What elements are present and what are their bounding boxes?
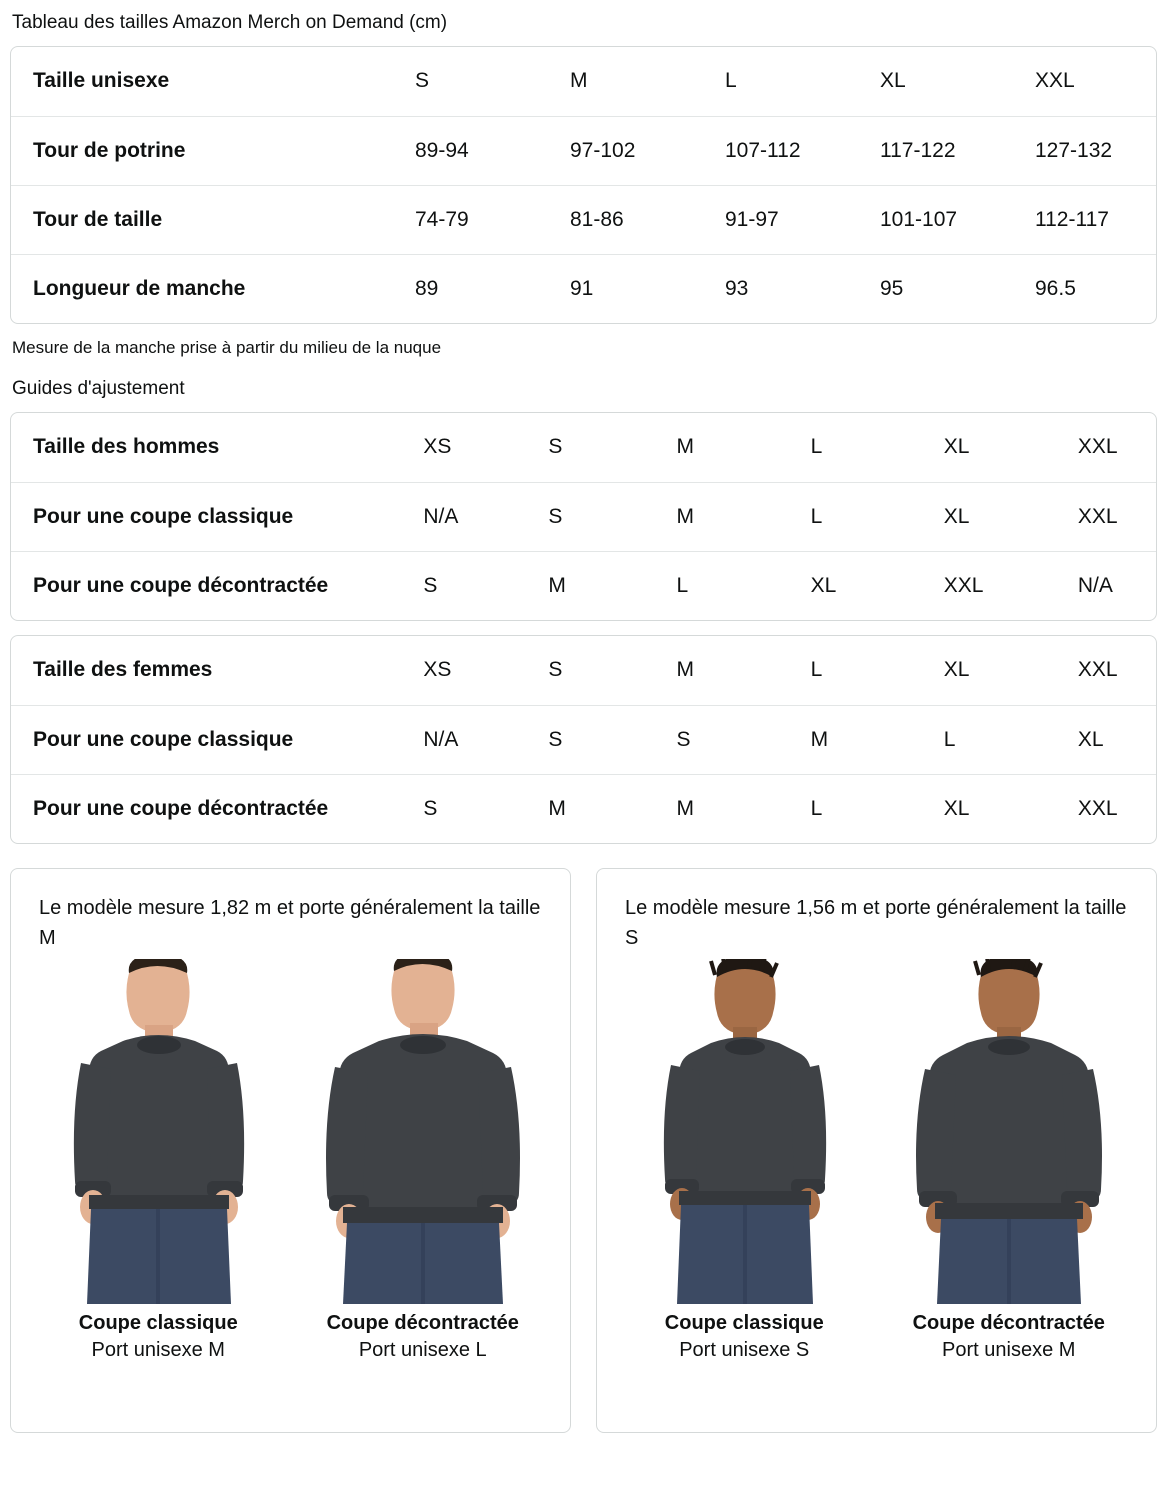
women-relaxed-4: XL <box>943 796 970 820</box>
model-caption-female: Le modèle mesure 1,56 m et porte généralement la taille S <box>625 897 1127 949</box>
men-header-xs: XS <box>401 413 526 482</box>
table-row <box>11 774 1156 843</box>
table-row <box>11 482 1156 551</box>
unisex-header-s: S <box>393 47 548 116</box>
women-row-label-relaxed: Pour une coupe décontractée <box>33 796 329 820</box>
women-relaxed-0: S <box>423 796 438 820</box>
fit-guides-label: Guides d'ajustement <box>12 378 185 399</box>
men-classic-0: N/A <box>401 482 526 551</box>
figure-male-classic <box>38 959 278 1364</box>
women-classic-1: S <box>526 705 654 774</box>
cell-chest-s: 89-94 <box>393 116 548 185</box>
table-row <box>11 636 1156 705</box>
figure-male-relaxed <box>303 959 543 1364</box>
men-relaxed-0: S <box>423 573 438 597</box>
women-header-xl: XL <box>922 636 1056 705</box>
men-header-l: L <box>789 413 922 482</box>
cell-waist-s: 74-79 <box>393 185 548 254</box>
men-relaxed-3: XL <box>810 573 837 597</box>
women-relaxed-5: XXL <box>1077 796 1118 820</box>
figure-title: Coupe décontractée <box>912 1312 1105 1334</box>
unisex-header-m: M <box>548 47 703 116</box>
cell-chest-xl: 117-122 <box>858 116 1013 185</box>
women-relaxed-2: M <box>676 796 695 820</box>
figure-title: Coupe décontractée <box>326 1312 519 1334</box>
men-header-xxl: XXL <box>1056 413 1156 482</box>
cell-waist-xl: 101-107 <box>858 185 1013 254</box>
figure-title: Coupe classique <box>664 1312 824 1334</box>
men-relaxed-1: M <box>548 573 566 597</box>
figure-female-relaxed <box>889 959 1129 1364</box>
women-header-label: Taille des femmes <box>11 636 401 705</box>
men-row-label-relaxed: Pour une coupe décontractée <box>33 573 329 597</box>
women-relaxed-3: L <box>810 796 823 820</box>
men-classic-4: XL <box>922 482 1056 551</box>
men-header-xl: XL <box>922 413 1056 482</box>
unisex-header-l: L <box>703 47 858 116</box>
women-header-xxl: XXL <box>1056 636 1156 705</box>
figure-female-classic <box>624 959 864 1364</box>
table-row <box>11 47 1157 116</box>
men-row-label-classic: Pour une coupe classique <box>11 482 401 551</box>
men-classic-3: L <box>789 482 922 551</box>
men-classic-1: S <box>526 482 654 551</box>
men-header-s: S <box>526 413 654 482</box>
women-header-xs: XS <box>401 636 526 705</box>
model-cards <box>10 868 1157 1433</box>
women-classic-0: N/A <box>401 705 526 774</box>
unisex-header-xxl: XXL <box>1013 47 1157 116</box>
cell-waist-m: 81-86 <box>548 185 703 254</box>
figure-title: Coupe classique <box>78 1312 238 1334</box>
women-header-s: S <box>526 636 654 705</box>
row-label-sleeve: Longueur de manche <box>33 276 246 300</box>
women-classic-2: S <box>655 705 789 774</box>
cell-sleeve-xl: 95 <box>880 276 904 300</box>
men-relaxed-4: XXL <box>943 573 984 597</box>
table-row <box>11 413 1156 482</box>
men-relaxed-5: N/A <box>1077 573 1113 597</box>
women-header-l: L <box>789 636 922 705</box>
table-row <box>11 185 1157 254</box>
men-header-m: M <box>655 413 789 482</box>
female-classic-fit-illustration <box>639 959 849 1304</box>
row-label-chest: Tour de potrine <box>11 116 393 185</box>
women-relaxed-1: M <box>548 796 566 820</box>
figure-subtitle: Port unisexe M <box>91 1339 225 1361</box>
figure-subtitle: Port unisexe S <box>679 1339 810 1361</box>
women-fit-table <box>10 635 1157 844</box>
women-classic-3: M <box>789 705 922 774</box>
cell-sleeve-xxl: 96.5 <box>1035 276 1076 300</box>
men-header-label: Taille des hommes <box>11 413 401 482</box>
page-title: Tableau des tailles Amazon Merch on Demand (cm) <box>12 12 448 33</box>
male-relaxed-fit-illustration <box>313 959 533 1304</box>
women-header-m: M <box>655 636 789 705</box>
cell-chest-m: 97-102 <box>548 116 703 185</box>
cell-chest-xxl: 127-132 <box>1013 116 1157 185</box>
women-classic-4: L <box>922 705 1056 774</box>
male-classic-fit-illustration <box>53 959 263 1304</box>
women-classic-5: XL <box>1056 705 1156 774</box>
figure-subtitle: Port unisexe L <box>358 1339 487 1361</box>
table-row <box>11 551 1156 620</box>
men-classic-5: XXL <box>1056 482 1156 551</box>
cell-sleeve-l: 93 <box>725 276 749 300</box>
cell-sleeve-s: 89 <box>415 276 439 300</box>
table-row <box>11 116 1157 185</box>
cell-sleeve-m: 91 <box>570 276 594 300</box>
unisex-header-xl: XL <box>858 47 1013 116</box>
unisex-header-label: Taille unisexe <box>11 47 393 116</box>
cell-waist-l: 91-97 <box>703 185 858 254</box>
men-fit-table <box>10 412 1157 621</box>
men-classic-2: M <box>655 482 789 551</box>
table-row <box>11 705 1156 774</box>
model-card-female <box>596 868 1157 1433</box>
sleeve-measure-note: Mesure de la manche prise à partir du milieu de la nuque <box>12 338 442 357</box>
model-card-male <box>10 868 571 1433</box>
row-label-waist: Tour de taille <box>11 185 393 254</box>
unisex-size-table <box>10 46 1157 324</box>
table-row <box>11 254 1157 323</box>
women-row-label-classic: Pour une coupe classique <box>11 705 401 774</box>
model-caption-male: Le modèle mesure 1,82 m et porte généralement la taille M <box>39 897 541 949</box>
men-relaxed-2: L <box>676 573 689 597</box>
cell-chest-l: 107-112 <box>703 116 858 185</box>
female-relaxed-fit-illustration <box>901 959 1116 1304</box>
cell-waist-xxl: 112-117 <box>1013 185 1157 254</box>
figure-subtitle: Port unisexe M <box>942 1339 1076 1361</box>
